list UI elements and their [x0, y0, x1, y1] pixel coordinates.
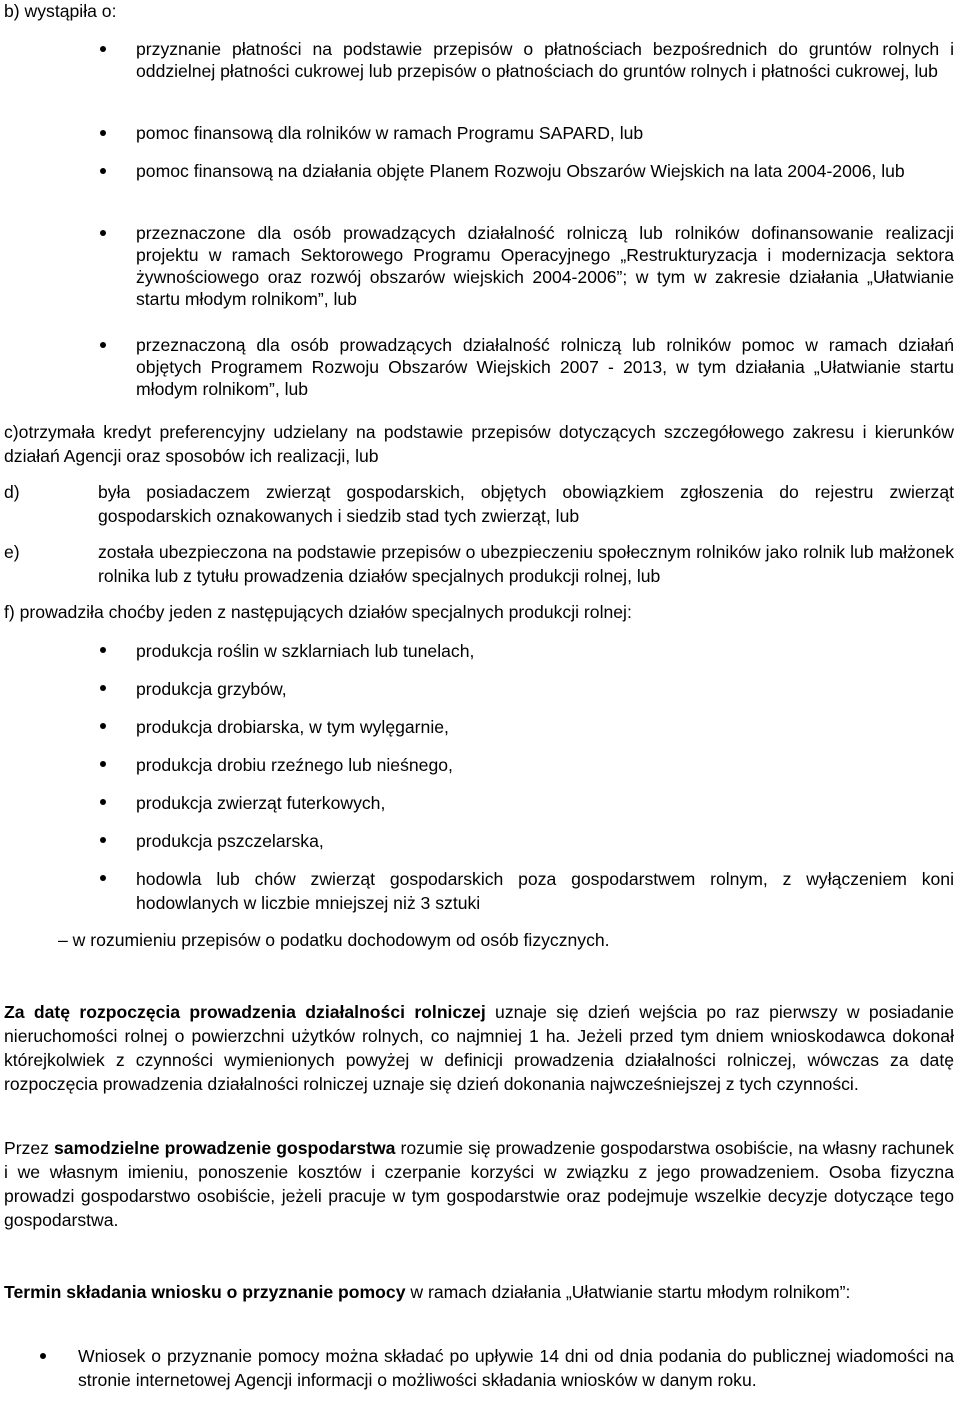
- section-b-item-text: pomoc finansową dla rolników w ramach Programu SAPARD, lub: [136, 123, 644, 143]
- section-f-item: [136, 791, 954, 815]
- section-f-item-text: produkcja zwierząt futerkowych,: [136, 793, 386, 813]
- bullet-icon: [100, 130, 106, 136]
- bullet-icon: [100, 647, 106, 653]
- bullet-icon: [100, 168, 106, 174]
- deadline-paragraph: [4, 1280, 954, 1304]
- farm-paragraph-lead: Przez: [4, 1138, 54, 1158]
- section-f-item-text: produkcja drobiarska, w tym wylęgarnie,: [136, 717, 449, 737]
- deadline-item-text: Wniosek o przyznanie pomocy można składać po upływie 14 dni od dnia podania do publicznej wiadomości na stronie internetowej Agencji informacji o możliwości składania wniosków w danym roku.: [78, 1346, 954, 1390]
- section-f-item-text: produkcja drobiu rzeźnego lub nieśnego,: [136, 755, 453, 775]
- section-f-item: [136, 639, 954, 663]
- farm-paragraph-text: rozumie się prowadzenie gospodarstwa osobiście, na własny rachunek i we własnym imieniu, ponoszenie kosztów i czerpanie korzyści w związku z jego prowadzeniem. Osoba fizyczna prowadzi gospodarstwo osobiście, jeżeli pracuje w tym gospodarstwie oraz podejmuje wszelkie decyzje dotyczące tego gospodarstwa.: [4, 1138, 954, 1230]
- section-f-item-text: produkcja grzybów,: [136, 679, 287, 699]
- section-b-item-text: przeznaczone dla osób prowadzących działalność rolniczą lub rolników dofinansowanie realizacji projektu w ramach Sektorowego Programu Operacyjnego „Restrukturyzacja i modernizacja sektora żywnościowego oraz rozwój obszarów wiejskich 2004-2006”; w tym w zakresie działania „Ułatwianie startu młodym rolnikom”, lub: [136, 223, 954, 309]
- bullet-icon: [100, 723, 106, 729]
- section-f-item-text: hodowla lub chów zwierząt gospodarskich poza gospodarstwem rolnym, z wyłączeniem koni hodowlanych w liczbie mniejszej niż 3 sztuki: [136, 869, 954, 913]
- section-b-item-text: pomoc finansową na działania objęte Planem Rozwoju Obszarów Wiejskich na lata 2004-2006, lub: [136, 161, 905, 181]
- bullet-icon: [40, 1353, 46, 1359]
- section-f-heading: f) prowadziła choćby jeden z następujących działów specjalnych produkcji rolnej:: [4, 602, 632, 622]
- farm-paragraph: [4, 1136, 954, 1232]
- section-f-item-text: produkcja pszczelarska,: [136, 831, 324, 851]
- section-f-item: [136, 753, 954, 777]
- section-f-item: [136, 677, 954, 701]
- section-d: [4, 480, 954, 528]
- bullet-icon: [100, 342, 106, 348]
- section-d-text: była posiadaczem zwierząt gospodarskich, objętych obowiązkiem zgłoszenia do rejestru zwierząt gospodarskich oznakowanych i siedzib stad tych zwierząt, lub: [98, 482, 954, 526]
- section-b-item: [136, 160, 954, 182]
- bullet-icon: [100, 230, 106, 236]
- bullet-icon: [100, 761, 106, 767]
- date-paragraph-text: uznaje się dzień wejścia po raz pierwszy w posiadanie nieruchomości rolnej o powierzchni użytków rolnych, co najmniej 1 ha. Jeżeli przed tym dniem wnioskodawca dokonał którejkolwiek z czynności wymienionych powyżej w definicji prowadzenia działalności rolniczej, wówczas za datę rozpoczęcia prowadzenia działalności rolniczej uznaje się dzień dokonania najwcześniejszej z tych czynności.: [4, 1002, 954, 1094]
- section-e-text: została ubezpieczona na podstawie przepisów o ubezpieczeniu społecznym rolników jako rolnik lub małżonek rolnika lub z tytułu prowadzenia działów specjalnych produkcji rolnej, lub: [98, 542, 954, 586]
- section-b-item-text: przyznanie płatności na podstawie przepisów o płatnościach bezpośrednich do gruntów rolnych i oddzielnej płatności cukrowej lub przepisów o płatnościach do gruntów rolnych i płatności cukrowej, lub: [136, 39, 954, 81]
- section-c: c)otrzymała kredyt preferencyjny udzielany na podstawie przepisów dotyczących szczegółowego zakresu i kierunków działań Agencji oraz sposobów ich realizacji, lub: [4, 422, 954, 466]
- section-d-letter: d): [4, 482, 20, 502]
- section-f-item: [136, 867, 954, 915]
- section-b-item: [136, 38, 954, 82]
- deadline-paragraph-bold: Termin składania wniosku o przyznanie pomocy: [4, 1282, 406, 1302]
- bullet-icon: [100, 837, 106, 843]
- section-b-item: [136, 334, 954, 400]
- bullet-icon: [100, 685, 106, 691]
- bullet-icon: [100, 799, 106, 805]
- farm-paragraph-bold: samodzielne prowadzenie gospodarstwa: [54, 1138, 396, 1158]
- section-b-item-text: przeznaczoną dla osób prowadzących działalność rolniczą lub rolników pomoc w ramach działań objętych Programem Rozwoju Obszarów Wiejskich 2007 - 2013, w tym działania „Ułatwianie startu młodym rolnikom”, lub: [136, 335, 954, 399]
- deadline-item: [78, 1344, 954, 1392]
- section-e-letter: e): [4, 542, 20, 562]
- date-paragraph: [4, 1000, 954, 1096]
- bullet-icon: [100, 46, 106, 52]
- bullet-icon: [100, 875, 106, 881]
- section-b-item: [136, 122, 954, 144]
- section-b-heading: b) wystąpiła o:: [4, 1, 117, 21]
- section-f-item: [136, 715, 954, 739]
- closing-line: – w rozumieniu przepisów o podatku dochodowym od osób fizycznych.: [58, 930, 610, 950]
- section-b-item: [136, 222, 954, 310]
- section-e: [4, 540, 954, 588]
- section-f-item-text: produkcja roślin w szklarniach lub tunelach,: [136, 641, 475, 661]
- date-paragraph-bold: Za datę rozpoczęcia prowadzenia działalności rolniczej: [4, 1002, 486, 1022]
- deadline-paragraph-text: w ramach działania „Ułatwianie startu młodym rolnikom”:: [405, 1282, 851, 1302]
- section-f-item: [136, 829, 954, 853]
